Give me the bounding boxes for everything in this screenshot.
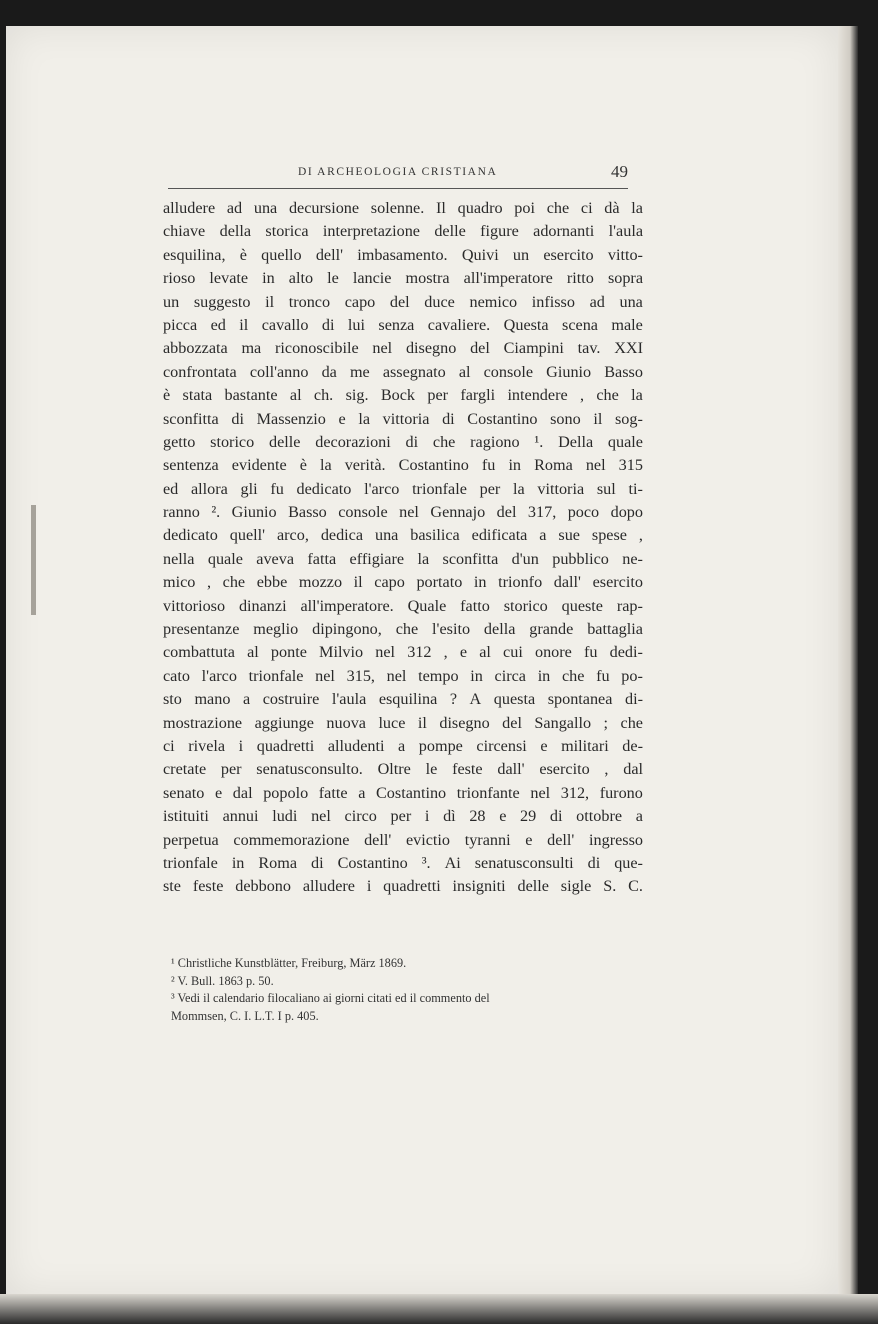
text-line: sconfitta di Massenzio e la vittoria di Costantino sono il sog- (163, 409, 643, 428)
running-title: DI ARCHEOLOGIA CRISTIANA (298, 166, 498, 178)
page-number: 49 (611, 162, 628, 181)
text-line: rioso levate in alto le lancie mostra all'imperatore ritto sopra (163, 269, 643, 288)
text-line: abbozzata ma riconoscibile nel disegno del Ciampini tav. XXI (163, 339, 643, 358)
text-line: cretate per senatusconsulto. Oltre le feste dall' esercito , dal (163, 760, 643, 779)
text-line: nella quale aveva fatta effigiare la sconfitta d'un pubblico ne- (163, 549, 643, 568)
text-line: confrontata coll'anno da me assegnato al console Giunio Basso (163, 362, 643, 381)
text-line: chiave della storica interpretazione delle figure adornanti l'aula (163, 222, 643, 241)
margin-mark (31, 505, 36, 615)
text-line: mico , che ebbe mozzo il capo portato in trionfo dall' esercito (163, 573, 643, 592)
text-line: esquilina, è quello dell' imbasamento. Quivi un esercito vitto- (163, 245, 643, 264)
text-line: ci rivela i quadretti alludenti a pompe circensi e militari de- (163, 736, 643, 755)
text-line: getto storico delle decorazioni di che ragiono ¹. Della quale (163, 432, 643, 451)
text-line: alludere ad una decursione solenne. Il quadro poi che ci dà la (163, 199, 643, 217)
page-header (168, 162, 628, 186)
text-line: dedicato quell' arco, dedica una basilica edificata a sue spese , (163, 526, 643, 545)
text-line: è stata bastante al ch. sig. Bock per fargli intendere , che la (163, 386, 643, 405)
text-line: cato l'arco trionfale nel 315, nel tempo in circa in che fu po- (163, 666, 643, 685)
footnote: ² V. Bull. 1863 p. 50. (171, 973, 274, 988)
text-line: ed allora gli fu dedicato l'arco trionfale per la vittoria sul ti- (163, 479, 643, 498)
text-line: combattuta al ponte Milvio nel 312 , e al cui onore fu dedi- (163, 643, 643, 662)
footnote: ³ Vedi il calendario filocaliano ai giorni citati ed il commento del (171, 991, 490, 1005)
text-line: senato e dal popolo fatte a Costantino trionfante nel 312, furono (163, 783, 643, 802)
text-line: ste feste debbono alludere i quadretti insigniti delle sigle S. C. (163, 877, 643, 896)
text-line: presentanze meglio dipingono, che l'esito della grande battaglia (163, 620, 643, 639)
text-line: sto mano a costruire l'aula esquilina ? A questa spontanea di- (163, 690, 643, 709)
text-line: perpetua commemorazione dell' evictio tyranni e dell' ingresso (163, 830, 643, 849)
text-line: sentenza evidente è la verità. Costantino fu in Roma nel 315 (163, 456, 643, 475)
body-text (163, 197, 643, 899)
footnote: ¹ Christliche Kunstblätter, Freiburg, März 1869. (171, 956, 407, 970)
footnote: Mommsen, C. I. L.T. I p. 405. (171, 1008, 319, 1023)
header-rule (168, 188, 628, 189)
footnotes (171, 955, 641, 1025)
text-line: istituiti annui ludi nel circo per i dì 28 e 29 di ottobre a (163, 807, 643, 826)
text-line: trionfale in Roma di Costantino ³. Ai senatusconsulti di que- (163, 853, 643, 872)
page-edge (838, 26, 858, 1296)
text-line: ranno ². Giunio Basso console nel Gennajo del 317, poco dopo (163, 503, 643, 522)
text-line: un suggesto il tronco capo del duce nemico infisso ad una (163, 292, 643, 311)
scan-shadow (0, 1294, 878, 1324)
text-line: picca ed il cavallo di lui senza cavaliere. Questa scena male (163, 315, 643, 334)
text-line: vittorioso dinanzi all'imperatore. Quale fatto storico queste rap- (163, 596, 643, 615)
text-line: mostrazione aggiunge nuova luce il disegno del Sangallo ; che (163, 713, 643, 732)
